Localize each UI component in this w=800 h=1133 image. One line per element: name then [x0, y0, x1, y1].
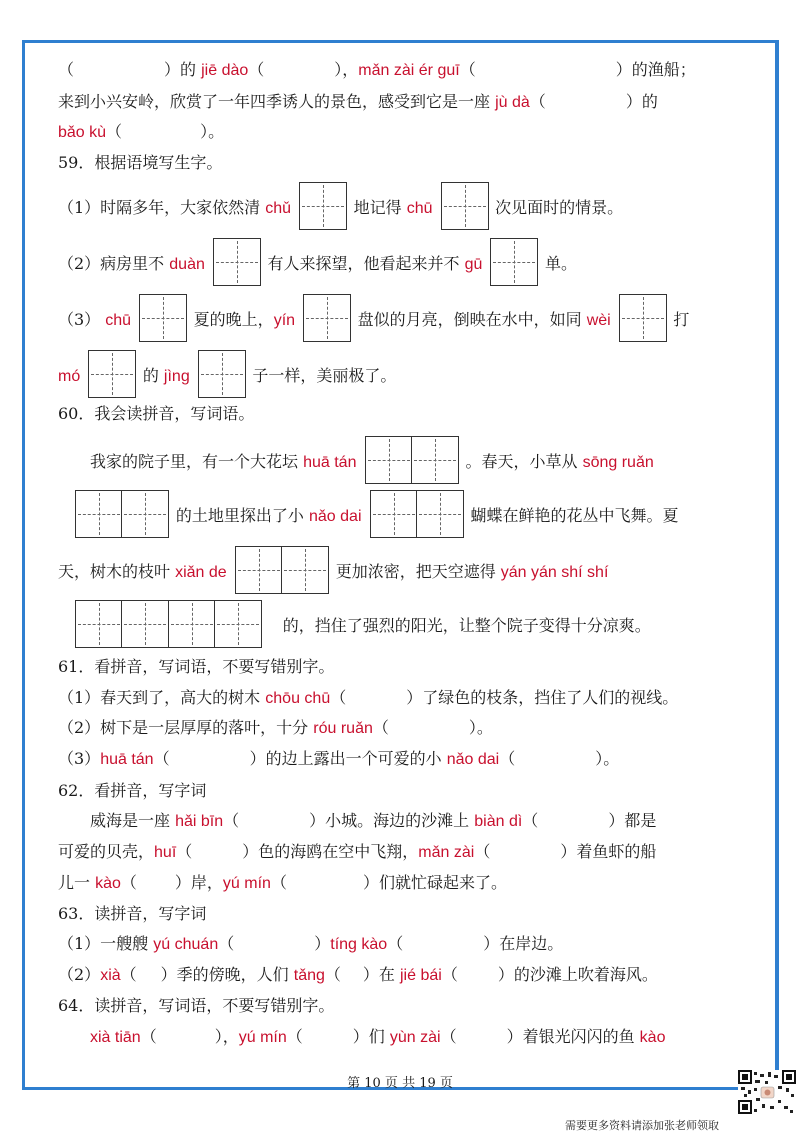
q60-title: 60．我会读拼音，写词语。	[58, 404, 255, 423]
page-footer: 第 10 页 共 19 页	[347, 1076, 453, 1091]
q59-title: 59．根据语境写生字。	[58, 153, 223, 172]
write-grid[interactable]	[365, 436, 458, 489]
write-grid[interactable]	[75, 490, 168, 543]
write-grid[interactable]	[441, 182, 487, 235]
write-grid[interactable]	[299, 182, 345, 235]
write-grid[interactable]	[235, 546, 328, 599]
write-grid[interactable]	[303, 294, 349, 347]
q64-l1: xià tiān（ ），yú mín（ ）们 yùn zài（ ）着银光闪闪的鱼 kào	[90, 1027, 666, 1046]
write-grid[interactable]	[490, 238, 536, 291]
qr-code-icon	[738, 1070, 796, 1114]
q62-l2: 可爱的贝壳，huī（ ）色的海鸥在空中飞翔，mǎn zài（ ）着鱼虾的船	[58, 842, 657, 861]
q63-s1: （1）一艘艘 yú chuán（ ）tíng kào（ ）在岸边。	[58, 934, 564, 953]
q63-title: 63．读拼音，写字词	[58, 904, 207, 923]
q61-s2: （2）树下是一层厚厚的落叶，十分 róu ruǎn（ ）。	[58, 718, 493, 737]
q61-s1: （1）春天到了，高大的树木 chōu chū（ ）了绿色的枝条，挡住了人们的视线。	[58, 688, 679, 707]
q61-title: 61．看拼音，写词语，不要写错别字。	[58, 657, 335, 676]
q60-r3: 天，树木的枝叶 xiǎn de 更加浓密，把天空遮得 yán yán shí shí	[58, 546, 608, 599]
q59-s2: （2）病房里不 duàn 有人来探望，他看起来并不 gū 单。	[58, 238, 577, 291]
q60-r1: 我家的院子里，有一个大花坛 huā tán 。春天，小草从 sōng ruǎn	[90, 436, 654, 489]
q64-title: 64．读拼音，写词语，不要写错别字。	[58, 996, 335, 1015]
q59-s4: mó 的 jìng 子一样，美丽极了。	[58, 350, 396, 403]
write-grid[interactable]	[213, 238, 259, 291]
q62-l1: 威海是一座 hǎi bīn（ ）小城。海边的沙滩上 biàn dì（ ）都是	[90, 811, 657, 830]
q59-s3: （3） chū 夏的晚上，yín 盘似的月亮，倒映在水中，如同 wèi 打	[58, 294, 689, 347]
write-grid[interactable]	[370, 490, 463, 543]
q59-s1: （1）时隔多年，大家依然清 chǔ 地记得 chū 次见面时的情景。	[58, 182, 623, 235]
write-grid[interactable]	[198, 350, 244, 403]
q61-s3: （3）huā tán（ ）的边上露出一个可爱的小 nǎo dai（ ）。	[58, 749, 620, 768]
q60-r2: 的土地里探出了小 nǎo dai 蝴蝶在鲜艳的花丛中飞舞。夏	[72, 490, 679, 543]
q62-l3: 儿一 kào（ ）岸，yú mín（ ）们就忙碌起来了。	[58, 873, 507, 892]
line-3: bǎo kù（ ）。	[58, 122, 225, 141]
write-grid[interactable]	[619, 294, 665, 347]
write-grid[interactable]	[139, 294, 185, 347]
q63-s2: （2）xià（ ）季的傍晚，人们 tǎng（ ）在 jié bái（ ）的沙滩上吹着海风。	[58, 965, 658, 984]
footer-note: 需要更多资料请添加张老师领取	[565, 1119, 719, 1132]
q62-title: 62．看拼音，写字词	[58, 781, 207, 800]
line-1: （ ）的 jiē dào（ ），mǎn zài ér guī（ ）的渔船；	[58, 60, 696, 79]
write-grid[interactable]	[88, 350, 134, 403]
write-grid[interactable]	[75, 600, 261, 653]
q60-r4: 的，挡住了强烈的阳光，让整个院子变得十分凉爽。	[72, 600, 651, 653]
line-2: 来到小兴安岭，欣赏了一年四季诱人的景色，感受到它是一座 jù dà（ ）的	[58, 92, 658, 111]
